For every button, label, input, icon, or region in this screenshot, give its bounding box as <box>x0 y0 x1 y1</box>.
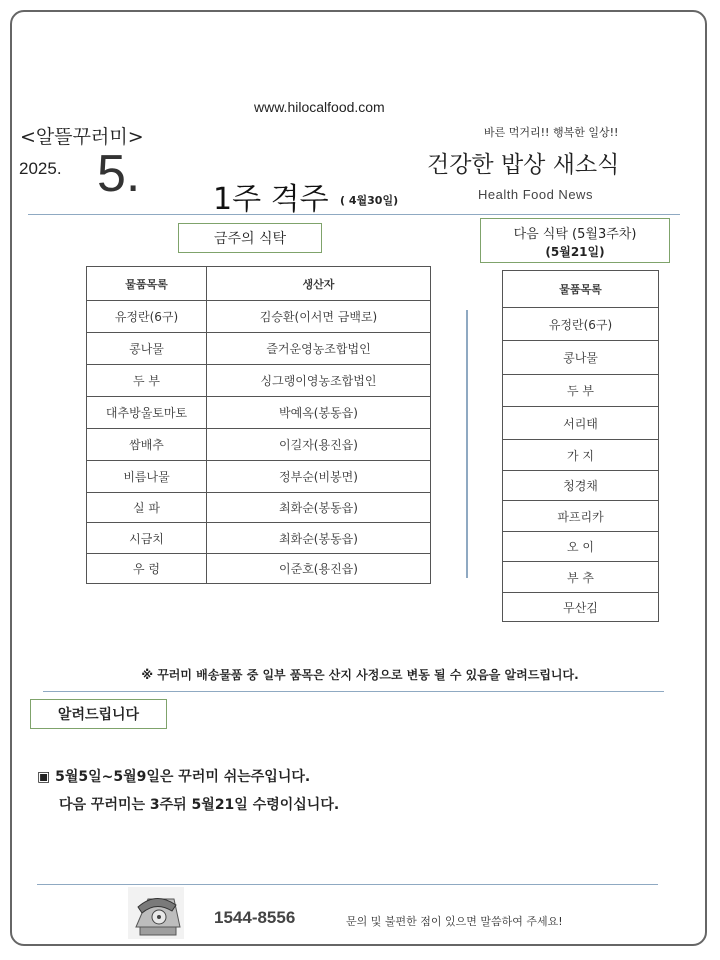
phone-number[interactable]: 1544-8556 <box>214 908 296 927</box>
header-divider <box>28 214 680 215</box>
column-header-producer: 생산자 <box>207 267 431 301</box>
producer-name: 김승환(이서면 금백로) <box>207 301 431 333</box>
next-week-label: 다음 식탁 (5월3주차) <box>513 227 637 242</box>
issue-week: 1주 격주 <box>213 182 329 217</box>
item-name: 서리태 <box>503 407 659 440</box>
table-row <box>503 593 659 622</box>
telephone-icon <box>128 887 184 939</box>
item-name: 실 파 <box>87 493 207 523</box>
announcement-line-1: ▣ 5월5일~5월9일은 꾸러미 쉬는주입니다. <box>37 769 311 785</box>
table-row <box>87 365 431 397</box>
table-row <box>87 554 431 584</box>
newsletter-subtitle: Health Food News <box>478 187 593 202</box>
item-name: 파프리카 <box>503 501 659 532</box>
this-week-table <box>86 266 431 584</box>
table-row <box>503 407 659 440</box>
footer-divider <box>37 884 658 885</box>
producer-name: 이준호(용진읍) <box>207 554 431 584</box>
brand-name: <알뜰꾸러미> <box>20 126 144 148</box>
item-name: 콩나물 <box>87 333 207 365</box>
table-row <box>87 429 431 461</box>
item-name: 청경채 <box>503 471 659 501</box>
item-name: 유정란(6구) <box>87 301 207 333</box>
issue-month: 5. <box>97 145 141 203</box>
next-week-label-box <box>480 218 670 263</box>
item-name: 콩나물 <box>503 341 659 375</box>
issue-date: ( 4월30일) <box>340 194 399 207</box>
item-name: 부 추 <box>503 562 659 593</box>
website-url[interactable]: www.hilocalfood.com <box>254 99 385 115</box>
item-name: 대추방울토마토 <box>87 397 207 429</box>
column-header-items: 물품목록 <box>503 271 659 308</box>
table-row <box>503 375 659 407</box>
item-name: 시금치 <box>87 523 207 554</box>
producer-name: 정부순(비봉면) <box>207 461 431 493</box>
producer-name: 최화순(봉동읍) <box>207 493 431 523</box>
table-row <box>503 562 659 593</box>
table-row <box>503 501 659 532</box>
announcement-text <box>37 763 339 819</box>
newsletter-title: 건강한 밥상 새소식 <box>427 152 620 178</box>
slogan: 바른 먹거리!! 행복한 일상!! <box>484 126 619 139</box>
contact-message: 문의 및 불편한 점이 있으면 말씀하여 주세요! <box>346 915 563 928</box>
producer-name: 싱그랭이영농조합법인 <box>207 365 431 397</box>
issue-year: 2025. <box>19 159 62 178</box>
item-name: 쌈배추 <box>87 429 207 461</box>
item-name: 비름나물 <box>87 461 207 493</box>
column-header-items: 물품목록 <box>87 267 207 301</box>
next-week-date: (5월21일) <box>545 245 605 259</box>
table-row <box>87 493 431 523</box>
table-row <box>503 471 659 501</box>
table-row <box>87 397 431 429</box>
item-name: 두 부 <box>503 375 659 407</box>
table-row <box>87 461 431 493</box>
notice-divider <box>43 691 664 692</box>
table-row <box>87 523 431 554</box>
next-week-table <box>502 270 659 622</box>
table-row <box>503 532 659 562</box>
item-name: 무산김 <box>503 593 659 622</box>
column-divider <box>466 310 468 578</box>
announcement-label: 알려드립니다 <box>30 699 167 729</box>
item-name: 오 이 <box>503 532 659 562</box>
this-week-label: 금주의 식탁 <box>178 223 322 253</box>
item-name: 가 지 <box>503 440 659 471</box>
substitution-notice: ※ 꾸러미 배송물품 중 일부 품목은 산지 사정으로 변동 될 수 있음을 알려드립니다. <box>141 668 579 682</box>
producer-name: 즐거운영농조합법인 <box>207 333 431 365</box>
producer-name: 이길자(용진읍) <box>207 429 431 461</box>
table-row <box>87 333 431 365</box>
producer-name: 박예옥(봉동읍) <box>207 397 431 429</box>
table-row <box>503 308 659 341</box>
announcement-line-2: 다음 꾸러미는 3주뒤 5월21일 수령이십니다. <box>59 797 340 813</box>
table-row <box>503 440 659 471</box>
item-name: 유정란(6구) <box>503 308 659 341</box>
table-row <box>503 341 659 375</box>
item-name: 두 부 <box>87 365 207 397</box>
table-row <box>87 301 431 333</box>
producer-name: 최화순(봉동읍) <box>207 523 431 554</box>
item-name: 우 렁 <box>87 554 207 584</box>
